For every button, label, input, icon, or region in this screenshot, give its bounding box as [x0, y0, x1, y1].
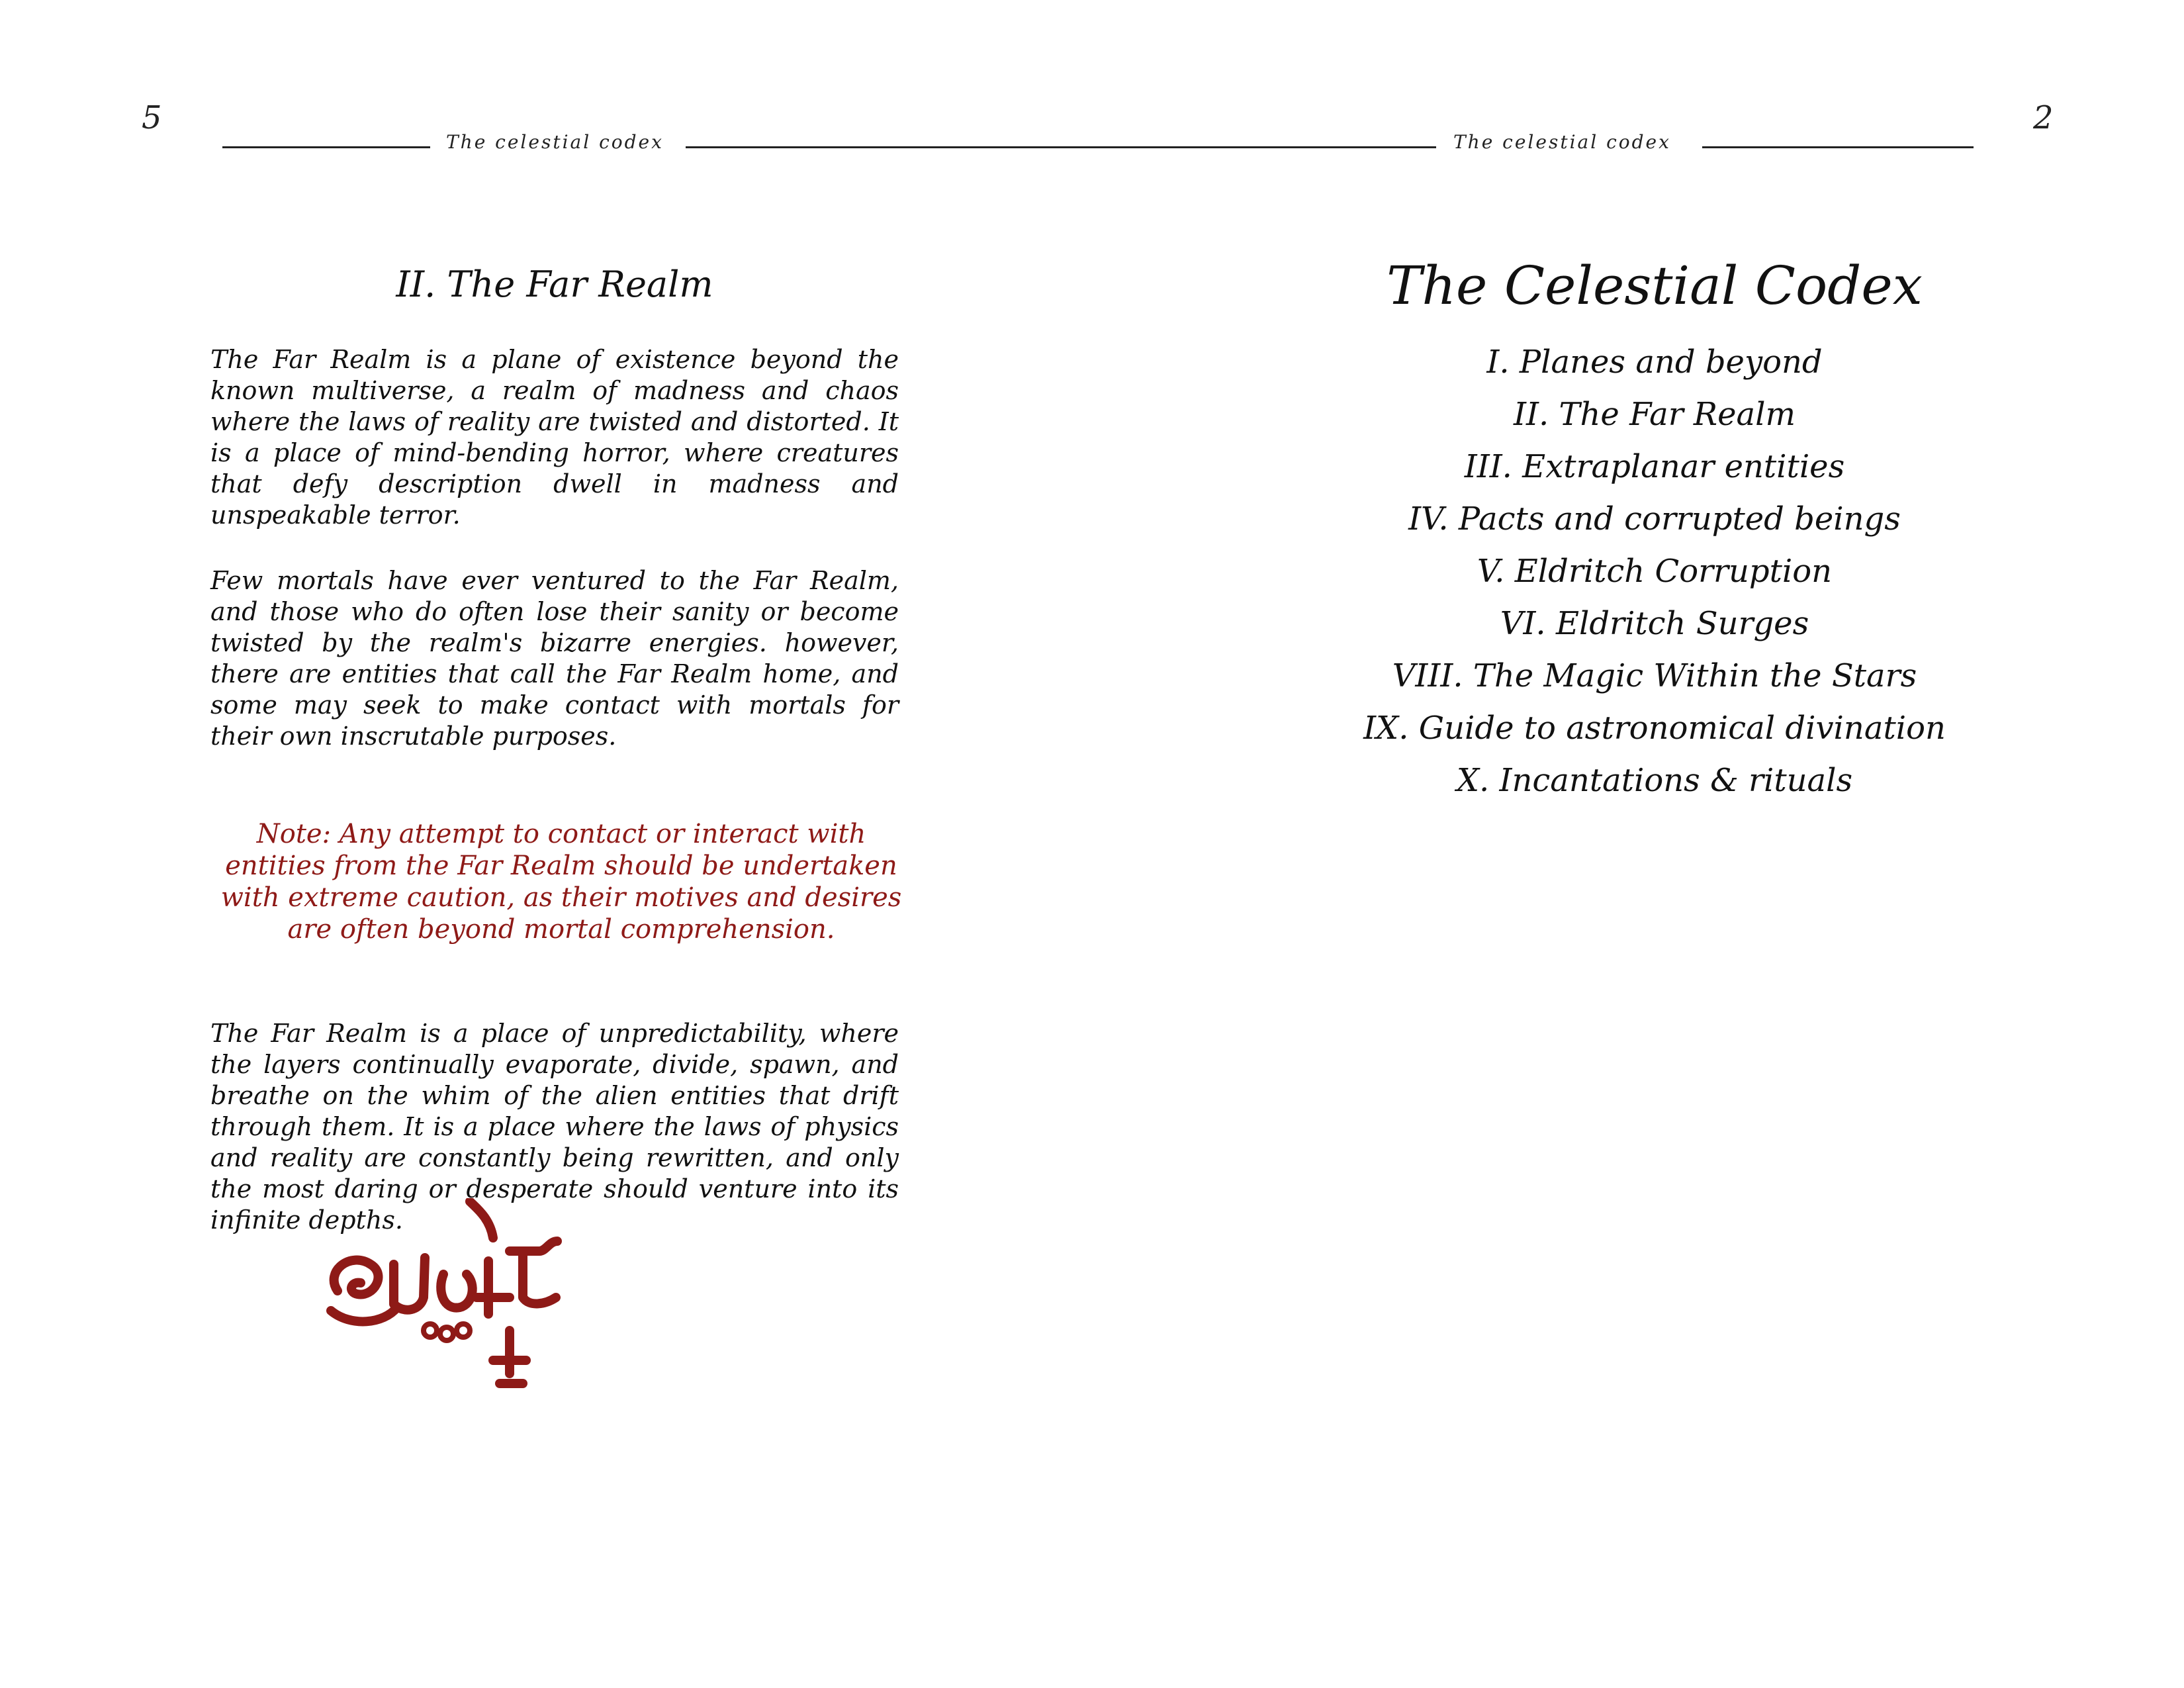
table-of-contents [1297, 336, 2012, 807]
body-paragraph: Few mortals have ever ventured to the Far Realm, and those who do often lose their sanity or become twisted by the realm's bizarre energies. however, there are entities that call the Far Realm home, and some may seek to make contact with mortals for their own inscrutable purposes. [210, 566, 899, 751]
toc-item: V. Eldritch Corruption [1477, 553, 1833, 590]
header-rule-right-outer [1702, 146, 1974, 148]
page-number-right: 2 [2033, 99, 2054, 136]
handwritten-note: Note: Any attempt to contact or interact with entities from the Far Realm should be undertaken with extreme caution, as their motives and desires are often beyond mortal comprehension. [220, 819, 902, 945]
toc-item: X. Incantations & rituals [1456, 762, 1853, 799]
toc-title: The Celestial Codex [1387, 255, 1923, 316]
body-paragraph: The Far Realm is a plane of existence beyond the known multiverse, a realm of madness and chaos where the laws of reality are twisted and distorted. It is a place of mind-bending horror, where creatures that defy description dwell in madness and unspeakable terror. [210, 345, 899, 530]
body-paragraph: The Far Realm is a place of unpredictability, where the layers continually evaporate, divide, spawn, and breathe on the whim of the alien entities that drift through them. It is a place where the laws of physics and reality are constantly being rewritten, and only the most daring or desperate should venture into its infinite depths. [210, 1019, 899, 1235]
toc-item: IV. Pacts and corrupted beings [1408, 500, 1901, 538]
running-head-left: The celestial codex [446, 131, 664, 153]
toc-item: VI. Eldritch Surges [1500, 605, 1809, 642]
header-rule-left-outer [222, 146, 430, 148]
toc-item: VIII. The Magic Within the Stars [1392, 657, 1917, 694]
toc-item: II. The Far Realm [1514, 396, 1796, 433]
running-head-right: The celestial codex [1453, 131, 1671, 153]
section-heading: II. The Far Realm [396, 263, 713, 305]
toc-item: I. Planes and beyond [1486, 344, 1823, 381]
toc-item: IX. Guide to astronomical divination [1363, 710, 1946, 747]
toc-item: III. Extraplanar entities [1464, 448, 1845, 485]
sigil-glyph-icon [311, 1198, 576, 1397]
header-rule-center [686, 146, 1436, 148]
page-number-left: 5 [142, 99, 162, 136]
